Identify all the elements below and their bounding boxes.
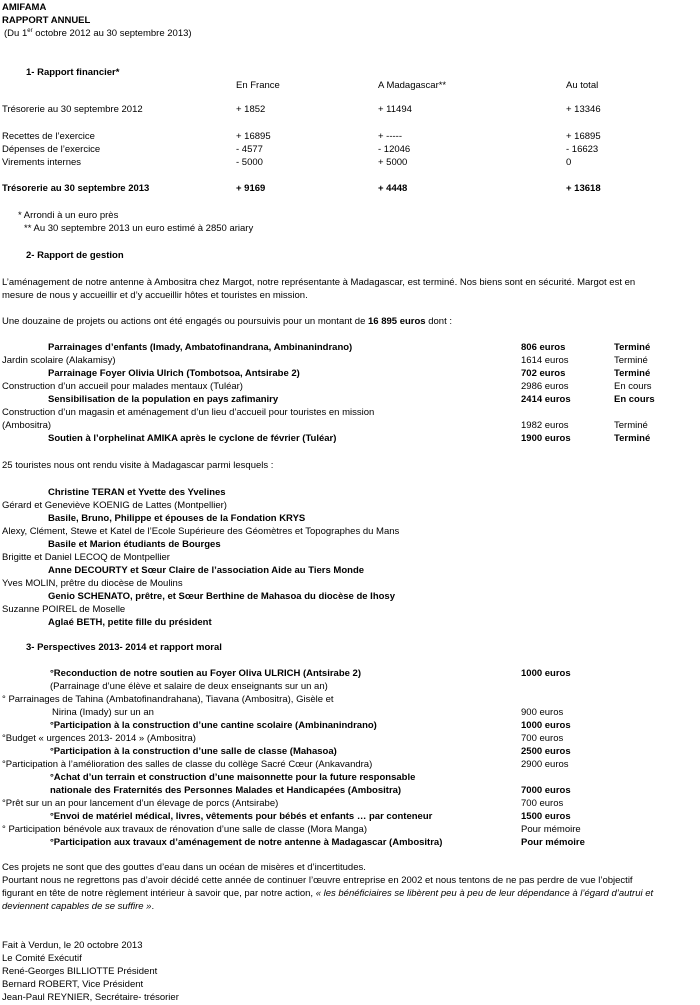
perspective-amount: 900 euros: [521, 707, 564, 718]
finance-total: + 13618: [566, 183, 601, 194]
perspective-label: °Budget « urgences 2013- 2014 » (Ambositra): [2, 733, 196, 744]
perspective-row: [0, 746, 700, 759]
visitor-name: Brigitte et Daniel LECOQ de Montpellier: [2, 552, 170, 563]
finance-total: - 16623: [566, 144, 599, 155]
project-amount: 2414 euros: [521, 394, 571, 405]
visitor-row: [0, 578, 700, 591]
visitor-name: Yves MOLIN, prêtre du diocèse de Moulins: [2, 578, 183, 589]
perspective-amount: 1000 euros: [521, 668, 571, 679]
perspective-label: °Participation aux travaux d’aménagement de notre antenne à Madagascar (Ambositra): [50, 837, 443, 848]
perspective-row: [0, 733, 700, 746]
project-label: Parrainages d’enfants (Imady, Ambatofinandrana, Ambinanindrano): [48, 342, 353, 353]
visitor-name: Genio SCHENATO, prêtre, et Sœur Berthine de Mahasoa du diocèse de Ihosy: [48, 591, 395, 602]
visitor-name: Suzanne POIREL de Moselle: [2, 604, 126, 615]
perspective-label: ° Parrainages de Tahina (Ambatofinandrahana), Tiavana (Ambositra), Gisèle et: [2, 694, 334, 705]
project-label: Jardin scolaire (Alakamisy): [2, 355, 116, 366]
project-row: [0, 407, 700, 420]
project-row: [0, 381, 700, 394]
project-amount: 1900 euros: [521, 433, 571, 444]
finance-label: Trésorerie au 30 septembre 2013: [2, 183, 150, 194]
project-row: [0, 355, 700, 368]
signature-line: Bernard ROBERT, Vice Président: [2, 979, 144, 990]
perspective-label: °Reconduction de notre soutien au Foyer Oliva ULRICH (Antsirabe 2): [50, 668, 362, 679]
perspective-label: °Participation à la construction d’une cantine scolaire (Ambinanindrano): [50, 720, 377, 731]
perspective-row: [0, 668, 700, 681]
perspective-row: [0, 720, 700, 733]
visitor-name: Gérard et Geneviève KOENIG de Lattes (Montpellier): [2, 500, 227, 511]
signature-line: Jean-Paul REYNIER, Secrétaire- trésorier: [2, 992, 179, 1003]
project-amount: 806 euros: [521, 342, 566, 353]
project-status: Terminé: [614, 420, 648, 431]
perspective-label: °Participation à l’amélioration des salles de classe du collège Sacré Cœur (Ankavandra): [2, 759, 373, 770]
finance-madagascar: + 4448: [378, 183, 408, 194]
visitor-row: [0, 604, 700, 617]
visitors-intro: 25 touristes nous ont rendu visite à Madagascar parmi lesquels :: [2, 460, 274, 471]
project-status: En cours: [614, 394, 655, 405]
perspective-row: [0, 811, 700, 824]
perspective-amount: 7000 euros: [521, 785, 571, 796]
visitor-row: [0, 526, 700, 539]
visitor-row: [0, 500, 700, 513]
finance-madagascar: + 5000: [378, 157, 408, 168]
perspective-label: °Participation à la construction d’une salle de classe (Mahasoa): [50, 746, 337, 757]
perspective-amount: 700 euros: [521, 798, 564, 809]
finance-row: [0, 131, 700, 144]
section-1-title: 1- Rapport financier*: [26, 67, 120, 78]
visitor-row: [0, 539, 700, 552]
perspective-amount: 700 euros: [521, 733, 564, 744]
perspective-row: [0, 681, 700, 694]
project-status: Terminé: [614, 342, 651, 353]
perspective-row: [0, 707, 700, 720]
perspective-label: °Envoi de matériel médical, livres, vêtements pour bébés et enfants … par conteneur: [50, 811, 433, 822]
finance-total: 0: [566, 157, 572, 168]
col-total: Au total: [566, 80, 599, 91]
perspective-label: ° Participation bénévole aux travaux de rénovation d’une salle de classe (Mora Manga): [2, 824, 368, 835]
project-amount: 1982 euros: [521, 420, 569, 431]
project-label: (Ambositra): [2, 420, 52, 431]
paragraph-1b: mesure de nous y accueillir et d’y accueillir hôtes et touristes en mission.: [2, 290, 308, 301]
project-amount: 2986 euros: [521, 381, 569, 392]
closing-4: deviennent capables de se suffire ».: [2, 901, 155, 912]
report-period: (Du 1er octobre 2012 au 30 septembre 2013): [4, 27, 192, 39]
perspective-row: [0, 837, 700, 850]
perspective-row: [0, 798, 700, 811]
finance-madagascar: - 12046: [378, 144, 411, 155]
project-label: Sensibilisation de la population en pays zafimaniry: [48, 394, 279, 405]
project-row: [0, 394, 700, 407]
closing-2: Pourtant nous ne regrettons pas d’avoir décidé cette année de continuer l’œuvre entreprise en 2002 et nous tentons de ne pas perdre de vue l’objectif: [2, 875, 633, 886]
visitor-row: [0, 552, 700, 565]
finance-france: + 9169: [236, 183, 266, 194]
col-madagascar: A Madagascar**: [378, 80, 447, 91]
project-label: Parrainage Foyer Olivia Ulrich (Tombotsoa, Antsirabe 2): [48, 368, 300, 379]
project-status: Terminé: [614, 355, 648, 366]
visitor-name: Anne DECOURTY et Sœur Claire de l’association Aide au Tiers Monde: [48, 565, 365, 576]
visitor-row: [0, 591, 700, 604]
perspective-label: (Parrainage d’une élève et salaire de deux enseignants sur un an): [50, 681, 328, 692]
finance-row: [0, 183, 700, 196]
perspective-label: nationale des Fraternités des Personnes Malades et Handicapées (Ambositra): [50, 785, 402, 796]
paragraph-1a: L’aménagement de notre antenne à Ambositra chez Margot, notre représentante à Madagascar, est terminé. Nos biens sont en sécurité. Margot est en: [2, 277, 636, 288]
closing-3: figurant en tête de notre règlement intérieur à savoir que, par notre action, « les bénéficiaires se libèrent peu à peu de leur dépendance à l’égard d’autrui et: [2, 888, 654, 899]
project-label: Construction d’un accueil pour malades mentaux (Tuléar): [2, 381, 243, 392]
report-title: RAPPORT ANNUEL: [2, 15, 91, 26]
visitor-name: Basile, Bruno, Philippe et épouses de la Fondation KRYS: [48, 513, 306, 524]
finance-france: - 4577: [236, 144, 263, 155]
finance-madagascar: + -----: [378, 131, 403, 142]
perspective-label: °Prêt sur un an pour lancement d’un élevage de porcs (Antsirabe): [2, 798, 279, 809]
finance-label: Virements internes: [2, 157, 82, 168]
perspective-row: [0, 824, 700, 837]
perspective-label: °Achat d’un terrain et construction d’une maisonnette pour la future responsable: [50, 772, 416, 783]
finance-label: Recettes de l’exercice: [2, 131, 95, 142]
visitor-name: Christine TERAN et Yvette des Yvelines: [48, 487, 226, 498]
perspective-row: [0, 785, 700, 798]
footnote-2: ** Au 30 septembre 2013 un euro estimé à 2850 ariary: [24, 223, 254, 234]
paragraph-2: Une douzaine de projets ou actions ont été engagés ou poursuivis pour un montant de 16 895 euros dont :: [2, 316, 453, 327]
project-label: Construction d’un magasin et aménagement d’un lieu d’accueil pour touristes en mission: [2, 407, 375, 418]
perspective-amount: Pour mémoire: [521, 824, 581, 835]
finance-france: + 1852: [236, 104, 266, 115]
visitor-row: [0, 565, 700, 578]
closing-1: Ces projets ne sont que des gouttes d’eau dans un océan de misères et d’incertitudes.: [2, 862, 366, 873]
visitor-name: Aglaé BETH, petite fille du président: [48, 617, 212, 628]
perspective-amount: 2500 euros: [521, 746, 571, 757]
perspective-row: [0, 772, 700, 785]
org-name: AMIFAMA: [2, 2, 47, 13]
finance-row: [0, 104, 700, 117]
visitor-name: Alexy, Clément, Stewe et Katel de l’Ecole Supérieure des Géomètres et Topographes du Mans: [2, 526, 400, 537]
col-en-france: En France: [236, 80, 280, 91]
perspective-label: Nirina (Imady) sur un an: [52, 707, 154, 718]
finance-row: [0, 144, 700, 157]
project-status: Terminé: [614, 433, 651, 444]
finance-col-headers: [0, 80, 700, 93]
project-row: [0, 368, 700, 381]
finance-total: + 13346: [566, 104, 601, 115]
project-amount: 702 euros: [521, 368, 566, 379]
project-status: Terminé: [614, 368, 651, 379]
finance-label: Dépenses de l’exercice: [2, 144, 101, 155]
perspective-row: [0, 759, 700, 772]
finance-france: - 5000: [236, 157, 263, 168]
project-amount: 1614 euros: [521, 355, 569, 366]
finance-france: + 16895: [236, 131, 271, 142]
perspective-amount: 1000 euros: [521, 720, 571, 731]
signature-line: René-Georges BILLIOTTE Président: [2, 966, 158, 977]
project-row: [0, 420, 700, 433]
perspective-amount: 1500 euros: [521, 811, 571, 822]
visitor-row: [0, 487, 700, 500]
footnote-1: * Arrondi à un euro près: [18, 210, 119, 221]
project-label: Soutien à l’orphelinat AMIKA après le cyclone de février (Tuléar): [48, 433, 337, 444]
finance-total: + 16895: [566, 131, 601, 142]
project-row: [0, 433, 700, 446]
section-3-title: 3- Perspectives 2013- 2014 et rapport moral: [26, 642, 222, 653]
project-status: En cours: [614, 381, 652, 392]
project-row: [0, 342, 700, 355]
section-2-title: 2- Rapport de gestion: [26, 250, 124, 261]
perspective-row: [0, 694, 700, 707]
visitor-name: Basile et Marion étudiants de Bourges: [48, 539, 221, 550]
finance-madagascar: + 11494: [378, 104, 412, 115]
finance-label: Trésorerie au 30 septembre 2012: [2, 104, 143, 115]
visitor-row: [0, 617, 700, 630]
visitor-row: [0, 513, 700, 526]
signature-line: Le Comité Exécutif: [2, 953, 82, 964]
finance-row: [0, 157, 700, 170]
signature-line: Fait à Verdun, le 20 octobre 2013: [2, 940, 143, 951]
perspective-amount: Pour mémoire: [521, 837, 585, 848]
perspective-amount: 2900 euros: [521, 759, 569, 770]
